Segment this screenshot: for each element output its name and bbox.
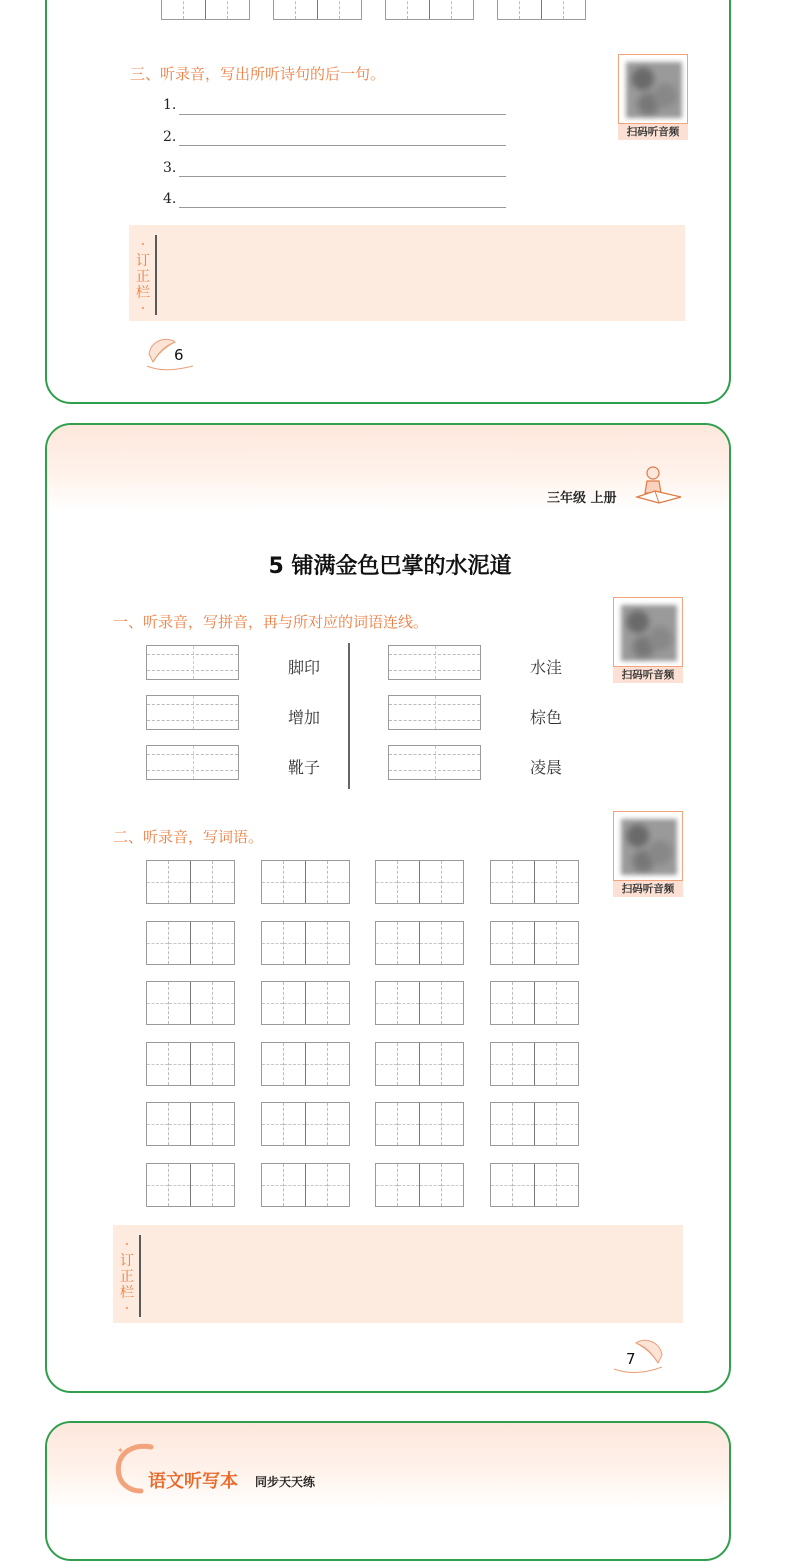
grid-cell[interactable] (162, 0, 184, 19)
grid-cell[interactable] (398, 1043, 420, 1085)
line-number-3: 3. (163, 160, 177, 176)
grid-cell[interactable] (376, 1164, 398, 1206)
grid-cell[interactable] (376, 861, 398, 903)
column-divider (348, 643, 350, 789)
grid-cell[interactable] (191, 1164, 213, 1206)
grid-cell[interactable] (328, 1164, 349, 1206)
grade-label: 三年级 上册 (547, 491, 617, 506)
qr-code-audio-2[interactable] (613, 811, 683, 897)
pinyin-box-left-1[interactable] (146, 645, 239, 680)
grid-cell[interactable] (430, 0, 452, 19)
grid-cell[interactable] (318, 0, 340, 19)
line-number-4: 4. (163, 191, 177, 207)
qr-code-icon (621, 819, 677, 875)
grid-cell[interactable] (296, 0, 318, 19)
word-right-2: 棕色 (530, 708, 563, 727)
grid-cell[interactable] (442, 1164, 463, 1206)
grid-cell[interactable] (184, 0, 206, 19)
word-grid[interactable] (261, 921, 350, 965)
grid-cell[interactable] (398, 922, 420, 964)
grid-cell[interactable] (306, 1103, 328, 1145)
word-grid[interactable] (261, 1102, 350, 1146)
pinyin-box-left-3[interactable] (146, 745, 239, 780)
grid-cell[interactable] (191, 861, 213, 903)
grid-cell[interactable] (557, 922, 578, 964)
section-3-title: 三、听录音，写出所听诗句的后一句。 (130, 65, 386, 83)
word-grid[interactable] (490, 981, 579, 1025)
grid-cell[interactable] (398, 861, 420, 903)
grid-cell[interactable] (262, 922, 284, 964)
grid-cell[interactable] (408, 0, 430, 19)
grid-cell[interactable] (420, 922, 442, 964)
grid-cell[interactable] (420, 861, 442, 903)
pinyin-box-right-2[interactable] (388, 695, 481, 730)
correction-label: · 订 正 栏 · (136, 237, 150, 317)
leaf-icon (145, 332, 197, 372)
grid-cell[interactable] (213, 1043, 234, 1085)
correction-area[interactable] (129, 225, 685, 321)
line-number-2: 2. (163, 129, 177, 145)
grid-cell[interactable] (213, 982, 234, 1024)
grid-cell[interactable] (147, 922, 169, 964)
qr-code-icon (626, 62, 682, 118)
grid-cell[interactable] (535, 922, 557, 964)
word-grid[interactable] (385, 0, 474, 20)
word-grid[interactable] (375, 1102, 464, 1146)
grid-cell[interactable] (328, 982, 349, 1024)
correction-divider (139, 1235, 141, 1317)
qr-label: 扫码听音频 (613, 881, 683, 897)
grid-cell[interactable] (564, 0, 585, 19)
grid-cell[interactable] (513, 861, 535, 903)
grid-cell[interactable] (498, 0, 520, 19)
grid-cell[interactable] (398, 1164, 420, 1206)
word-grid[interactable] (490, 1163, 579, 1207)
page-number: 6 (174, 346, 184, 364)
grid-cell[interactable] (376, 982, 398, 1024)
word-grid[interactable] (146, 860, 235, 904)
section-2-title: 二、听录音，写词语。 (113, 828, 264, 846)
grid-cell[interactable] (376, 1103, 398, 1145)
grid-cell[interactable] (442, 1103, 463, 1145)
page-number: 7 (626, 1350, 636, 1368)
grid-cell[interactable] (191, 1043, 213, 1085)
word-left-3: 靴子 (288, 758, 321, 777)
grid-cell[interactable] (491, 982, 513, 1024)
grid-cell[interactable] (191, 922, 213, 964)
correction-divider (155, 235, 157, 315)
grid-cell[interactable] (191, 1103, 213, 1145)
grid-cell[interactable] (557, 1103, 578, 1145)
answer-line-3[interactable] (179, 176, 506, 177)
grid-cell[interactable] (306, 1164, 328, 1206)
brand-subtitle: 同步天天练 (255, 1475, 316, 1489)
grid-cell[interactable] (328, 1103, 349, 1145)
line-number-1: 1. (163, 97, 177, 113)
grid-cell[interactable] (340, 0, 361, 19)
grid-cell[interactable] (513, 1043, 535, 1085)
grid-cell[interactable] (442, 861, 463, 903)
word-grid[interactable] (490, 1102, 579, 1146)
grid-cell[interactable] (557, 861, 578, 903)
brand-title: 语文听写本 (148, 1471, 238, 1492)
grid-cell[interactable] (284, 861, 306, 903)
grid-cell[interactable] (328, 922, 349, 964)
grid-cell[interactable] (420, 1164, 442, 1206)
answer-line-4[interactable] (179, 207, 506, 208)
grid-cell[interactable] (542, 0, 564, 19)
qr-label: 扫码听音频 (613, 667, 683, 683)
grid-cell[interactable] (147, 982, 169, 1024)
word-grid[interactable] (146, 981, 235, 1025)
word-grid[interactable] (161, 0, 250, 20)
header-background (47, 425, 729, 510)
grid-cell[interactable] (274, 0, 296, 19)
word-grid[interactable] (375, 981, 464, 1025)
word-grid[interactable] (490, 921, 579, 965)
qr-code-icon (621, 605, 677, 661)
grid-cell[interactable] (535, 1043, 557, 1085)
grid-cell[interactable] (442, 1043, 463, 1085)
grid-cell[interactable] (513, 1164, 535, 1206)
grid-cell[interactable] (491, 922, 513, 964)
page-8-card (45, 1421, 731, 1561)
word-grid[interactable] (375, 1163, 464, 1207)
correction-label: · 订 正 栏 · (120, 1237, 134, 1317)
grid-cell[interactable] (262, 1164, 284, 1206)
word-grid[interactable] (490, 1042, 579, 1086)
word-grid[interactable] (497, 0, 586, 20)
word-grid[interactable] (146, 1102, 235, 1146)
grid-cell[interactable] (262, 1103, 284, 1145)
lesson-title: 5 铺满金色巴掌的水泥道 (268, 554, 512, 579)
grid-cell[interactable] (206, 0, 228, 19)
grid-cell[interactable] (535, 1164, 557, 1206)
grid-cell[interactable] (491, 1164, 513, 1206)
grid-cell[interactable] (420, 1043, 442, 1085)
grid-cell[interactable] (491, 861, 513, 903)
grid-cell[interactable] (147, 1043, 169, 1085)
page-7-card (45, 423, 731, 1393)
word-grid[interactable] (375, 860, 464, 904)
grid-cell[interactable] (520, 0, 542, 19)
grid-cell[interactable] (262, 861, 284, 903)
grid-cell[interactable] (420, 1103, 442, 1145)
grid-cell[interactable] (535, 861, 557, 903)
grid-cell[interactable] (169, 922, 191, 964)
grid-cell[interactable] (147, 1164, 169, 1206)
grid-cell[interactable] (306, 982, 328, 1024)
answer-line-1[interactable] (179, 114, 506, 115)
grid-cell[interactable] (284, 982, 306, 1024)
grid-cell[interactable] (306, 1043, 328, 1085)
grid-cell[interactable] (398, 982, 420, 1024)
grid-cell[interactable] (306, 922, 328, 964)
pinyin-box-right-3[interactable] (388, 745, 481, 780)
grid-cell[interactable] (306, 861, 328, 903)
grid-cell[interactable] (213, 1103, 234, 1145)
grid-cell[interactable] (169, 1103, 191, 1145)
grid-cell[interactable] (420, 982, 442, 1024)
grid-cell[interactable] (213, 1164, 234, 1206)
grid-cell[interactable] (284, 1043, 306, 1085)
qr-code-audio-1[interactable] (613, 597, 683, 683)
grid-cell[interactable] (328, 861, 349, 903)
grid-cell[interactable] (535, 982, 557, 1024)
grid-cell[interactable] (213, 861, 234, 903)
svg-text:✦: ✦ (117, 1446, 124, 1455)
grid-cell[interactable] (147, 1103, 169, 1145)
word-grid[interactable] (146, 1042, 235, 1086)
word-grid[interactable] (273, 0, 362, 20)
grid-cell[interactable] (513, 982, 535, 1024)
grid-cell[interactable] (169, 861, 191, 903)
grid-cell[interactable] (557, 1043, 578, 1085)
grid-cell[interactable] (491, 1103, 513, 1145)
grid-cell[interactable] (169, 1164, 191, 1206)
word-grid[interactable] (146, 921, 235, 965)
grid-cell[interactable] (328, 1043, 349, 1085)
qr-label: 扫码听音频 (618, 124, 688, 140)
section-1-title: 一、听录音，写拼音，再与所对应的词语连线。 (113, 613, 429, 631)
grid-cell[interactable] (169, 1043, 191, 1085)
pinyin-box-left-2[interactable] (146, 695, 239, 730)
word-grid[interactable] (261, 1163, 350, 1207)
grid-cell[interactable] (376, 1043, 398, 1085)
word-grid[interactable] (261, 1042, 350, 1086)
grid-cell[interactable] (284, 922, 306, 964)
grid-cell[interactable] (442, 922, 463, 964)
page-6-card (45, 0, 731, 404)
correction-area[interactable] (113, 1225, 683, 1323)
word-grid[interactable] (375, 921, 464, 965)
pinyin-box-right-1[interactable] (388, 645, 481, 680)
grid-cell[interactable] (228, 0, 249, 19)
word-left-1: 脚印 (288, 658, 321, 677)
grid-cell[interactable] (452, 0, 473, 19)
grid-cell[interactable] (491, 1043, 513, 1085)
grid-cell[interactable] (442, 982, 463, 1024)
grid-cell[interactable] (191, 982, 213, 1024)
grid-cell[interactable] (557, 1164, 578, 1206)
grid-cell[interactable] (513, 922, 535, 964)
grid-cell[interactable] (535, 1103, 557, 1145)
grid-cell[interactable] (169, 982, 191, 1024)
word-right-1: 水洼 (530, 658, 563, 677)
word-grid[interactable] (261, 860, 350, 904)
word-left-2: 增加 (288, 708, 321, 727)
grid-cell[interactable] (376, 922, 398, 964)
grid-cell[interactable] (284, 1103, 306, 1145)
word-grid[interactable] (490, 860, 579, 904)
word-grid[interactable] (375, 1042, 464, 1086)
reading-child-icon (635, 463, 683, 505)
grid-cell[interactable] (398, 1103, 420, 1145)
grid-cell[interactable] (513, 1103, 535, 1145)
grid-cell[interactable] (284, 1164, 306, 1206)
qr-code-audio[interactable] (618, 54, 688, 140)
leaf-icon (612, 1335, 668, 1375)
word-grid[interactable] (261, 981, 350, 1025)
grid-cell[interactable] (557, 982, 578, 1024)
grid-cell[interactable] (386, 0, 408, 19)
word-grid[interactable] (146, 1163, 235, 1207)
word-right-3: 凌晨 (530, 758, 563, 777)
grid-cell[interactable] (262, 1043, 284, 1085)
answer-line-2[interactable] (179, 145, 506, 146)
grid-cell[interactable] (213, 922, 234, 964)
grid-cell[interactable] (147, 861, 169, 903)
grid-cell[interactable] (262, 982, 284, 1024)
